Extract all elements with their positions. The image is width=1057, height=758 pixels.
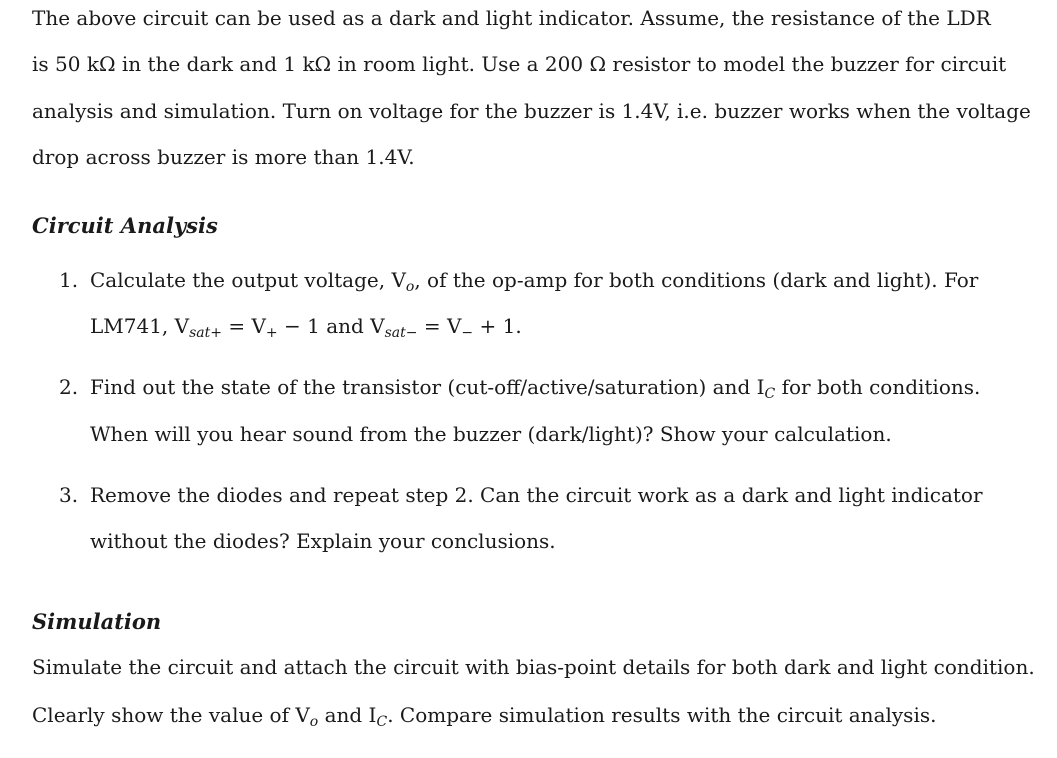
simulation-heading: Simulation bbox=[32, 609, 162, 634]
simulation-line-2 bbox=[32, 703, 936, 734]
item-1-text-b: , of the op-amp for both conditions (dark and light). For bbox=[414, 268, 979, 292]
intro-line-2: is 50 kΩ in the dark and 1 kΩ in room light. Use a 200 Ω resistor to model the buzzer for circuit bbox=[32, 52, 1007, 76]
item-1-l2-sub4: − bbox=[461, 325, 474, 341]
item-1-l2-sub3: sat− bbox=[384, 325, 418, 341]
circuit-analysis-heading: Circuit Analysis bbox=[32, 213, 218, 238]
item-1-line-1 bbox=[90, 268, 978, 299]
item-1-text-a: Calculate the output voltage, V bbox=[90, 268, 406, 292]
item-2-text-a: Find out the state of the transistor (cut-off/active/saturation) and I bbox=[90, 375, 765, 399]
item-1-l2-e: + 1. bbox=[473, 314, 522, 338]
intro-line-1: The above circuit can be used as a dark and light indicator. Assume, the resistance of the LDR bbox=[32, 6, 991, 30]
item-1-line-2 bbox=[90, 314, 522, 345]
item-1-sub-o: o bbox=[405, 279, 415, 295]
item-2-line-2: When will you hear sound from the buzzer (dark/light)? Show your calculation. bbox=[90, 422, 892, 446]
item-2-line-1 bbox=[90, 375, 980, 406]
intro-line-3: analysis and simulation. Turn on voltage for the buzzer is 1.4V, i.e. buzzer works when the voltage bbox=[32, 99, 1031, 123]
item-1-l2-d: = V bbox=[417, 314, 462, 338]
item-1-l2-sub1: sat+ bbox=[189, 325, 222, 341]
simulation-line-1: Simulate the circuit and attach the circuit with bias-point details for both dark and light condition. bbox=[32, 655, 1035, 679]
item-1-l2-b: = V bbox=[221, 314, 266, 338]
simulation-l2-b: and I bbox=[318, 703, 377, 727]
simulation-l2-sub-o: o bbox=[309, 714, 319, 730]
item-2-number: 2. bbox=[59, 375, 79, 399]
item-2-sub-c: C bbox=[764, 386, 776, 402]
simulation-l2-c: . Compare simulation results with the circuit analysis. bbox=[387, 703, 937, 727]
item-1-l2-a: LM741, V bbox=[90, 314, 190, 338]
item-1-l2-c: − 1 and V bbox=[277, 314, 385, 338]
item-1-l2-sub2: + bbox=[265, 325, 278, 341]
intro-line-4: drop across buzzer is more than 1.4V. bbox=[32, 145, 415, 169]
item-3-line-2: without the diodes? Explain your conclusions. bbox=[90, 529, 556, 553]
item-1-number: 1. bbox=[59, 268, 79, 292]
simulation-l2-sub-c: C bbox=[376, 714, 388, 730]
simulation-l2-a: Clearly show the value of V bbox=[32, 703, 310, 727]
item-3-line-1: Remove the diodes and repeat step 2. Can the circuit work as a dark and light indicator bbox=[90, 483, 983, 507]
item-2-text-b: for both conditions. bbox=[775, 375, 981, 399]
item-3-number: 3. bbox=[59, 483, 79, 507]
